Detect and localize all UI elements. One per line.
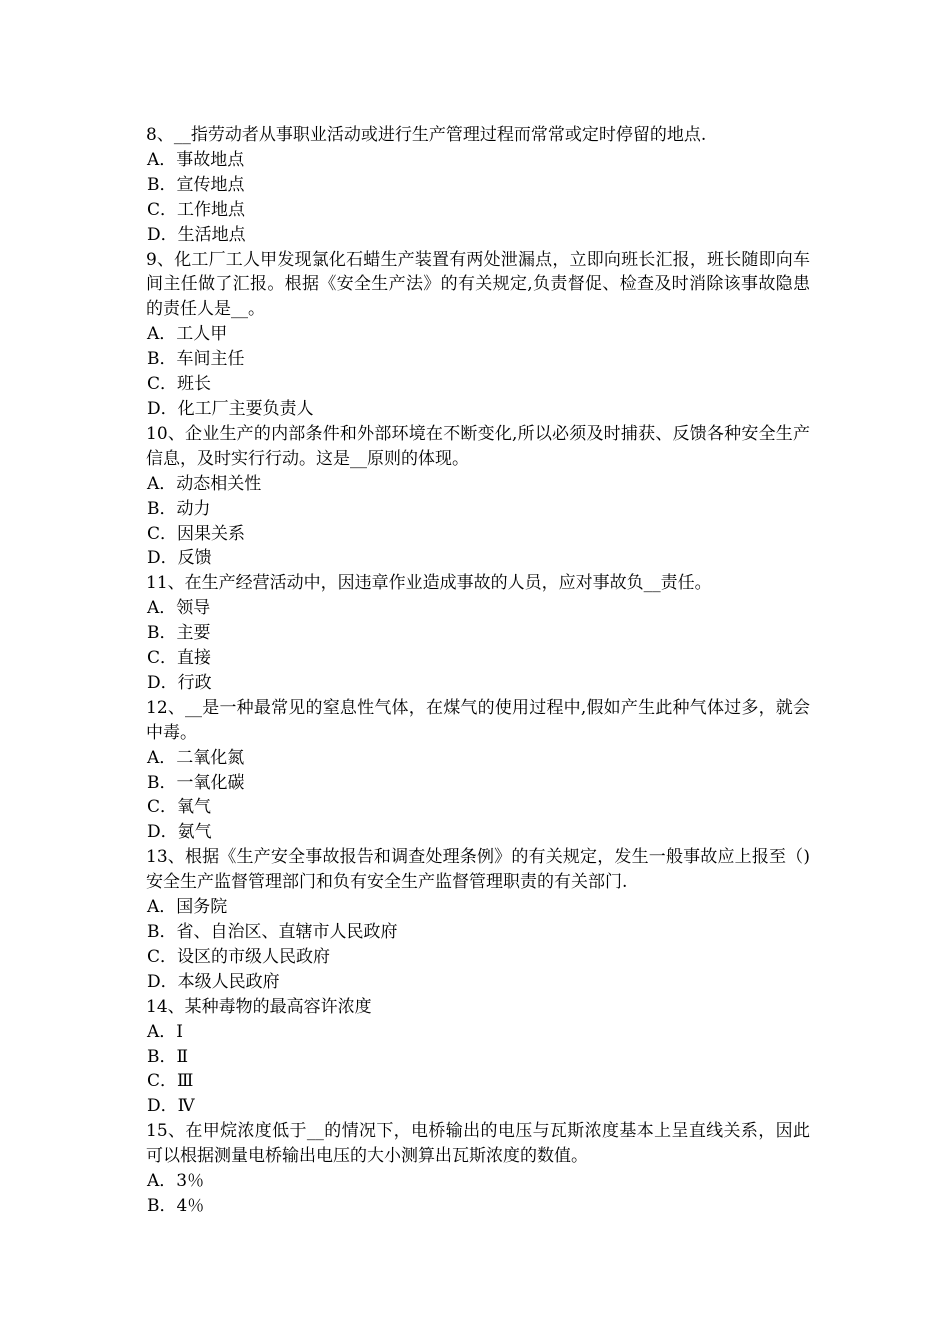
option-c: C．工作地点 [147, 199, 246, 220]
question-stem: 11、在生产经营活动中，因违章作业造成事故的人员，应对事故负__责任。 [146, 573, 712, 594]
option-a: A．Ⅰ [147, 1021, 183, 1042]
question-14 [146, 995, 810, 1120]
question-13 [146, 845, 810, 994]
option-c: C．直接 [147, 648, 212, 669]
option-d: D．反馈 [147, 548, 212, 569]
option-b: B．宣传地点 [147, 174, 245, 195]
option-a: A．事故地点 [147, 149, 245, 170]
question-15 [146, 1119, 810, 1219]
option-d: D．生活地点 [147, 224, 246, 245]
option-d: D．化工厂主要负责人 [147, 398, 314, 419]
option-c: C．Ⅲ [147, 1071, 194, 1092]
option-a: A．3％ [147, 1171, 205, 1192]
option-c: C．设区的市级人民政府 [147, 946, 331, 967]
option-c: C．氧气 [147, 797, 212, 818]
question-9 [146, 248, 810, 422]
option-a: A．二氧化氮 [147, 747, 245, 768]
option-a: A．领导 [147, 598, 211, 619]
option-b: B．4％ [147, 1195, 205, 1216]
option-b: B．车间主任 [147, 349, 245, 370]
option-c: C．班长 [147, 374, 212, 395]
option-b: B．一氧化碳 [147, 772, 245, 793]
option-d: D．本级人民政府 [147, 971, 280, 992]
question-stem: 15、在甲烷浓度低于__的情况下，电桥输出的电压与瓦斯浓度基本上呈直线关系，因此可以根据测量电桥输出电压的大小测算出瓦斯浓度的数值。 [146, 1121, 810, 1167]
question-stem: 8、__指劳动者从事职业活动或进行生产管理过程而常常或定时停留的地点. [146, 125, 707, 145]
option-a: A．国务院 [147, 897, 228, 918]
option-a: A．动态相关性 [147, 473, 262, 494]
question-8 [146, 123, 810, 248]
question-12 [146, 696, 810, 845]
question-stem: 9、化工厂工人甲发现氯化石蜡生产装置有两处泄漏点，立即向班长汇报，班长随即向车间主任做了汇报。根据《安全生产法》的有关规定,负责督促、检查及时消除该事故隐患的责任人是__。 [146, 249, 810, 320]
question-stem: 14、某种毒物的最高容许浓度 [146, 996, 372, 1017]
option-b: B．省、自治区、直辖市人民政府 [147, 922, 398, 942]
option-b: B．Ⅱ [147, 1046, 189, 1067]
option-d: D．氨气 [147, 822, 212, 843]
option-b: B．动力 [147, 498, 211, 519]
question-stem: 10、企业生产的内部条件和外部环境在不断变化,所以必须及时捕获、反馈各种安全生产信息，及时实行行动。这是__原则的体现。 [146, 423, 810, 469]
question-10 [146, 422, 810, 571]
option-a: A．工人甲 [147, 324, 228, 345]
option-c: C．因果关系 [147, 523, 246, 544]
option-d: D．Ⅳ [147, 1096, 195, 1117]
question-stem: 12、__是一种最常见的窒息性气体，在煤气的使用过程中,假如产生此种气体过多，就会中毒。 [146, 697, 810, 743]
option-b: B．主要 [147, 623, 211, 644]
question-list [146, 123, 810, 1219]
option-d: D．行政 [147, 672, 212, 693]
question-stem: 13、根据《生产安全事故报告和调查处理条例》的有关规定，发生一般事故应上报至（)安全生产监督管理部门和负有安全生产监督管理职责的有关部门. [146, 847, 810, 893]
question-11 [146, 571, 810, 696]
